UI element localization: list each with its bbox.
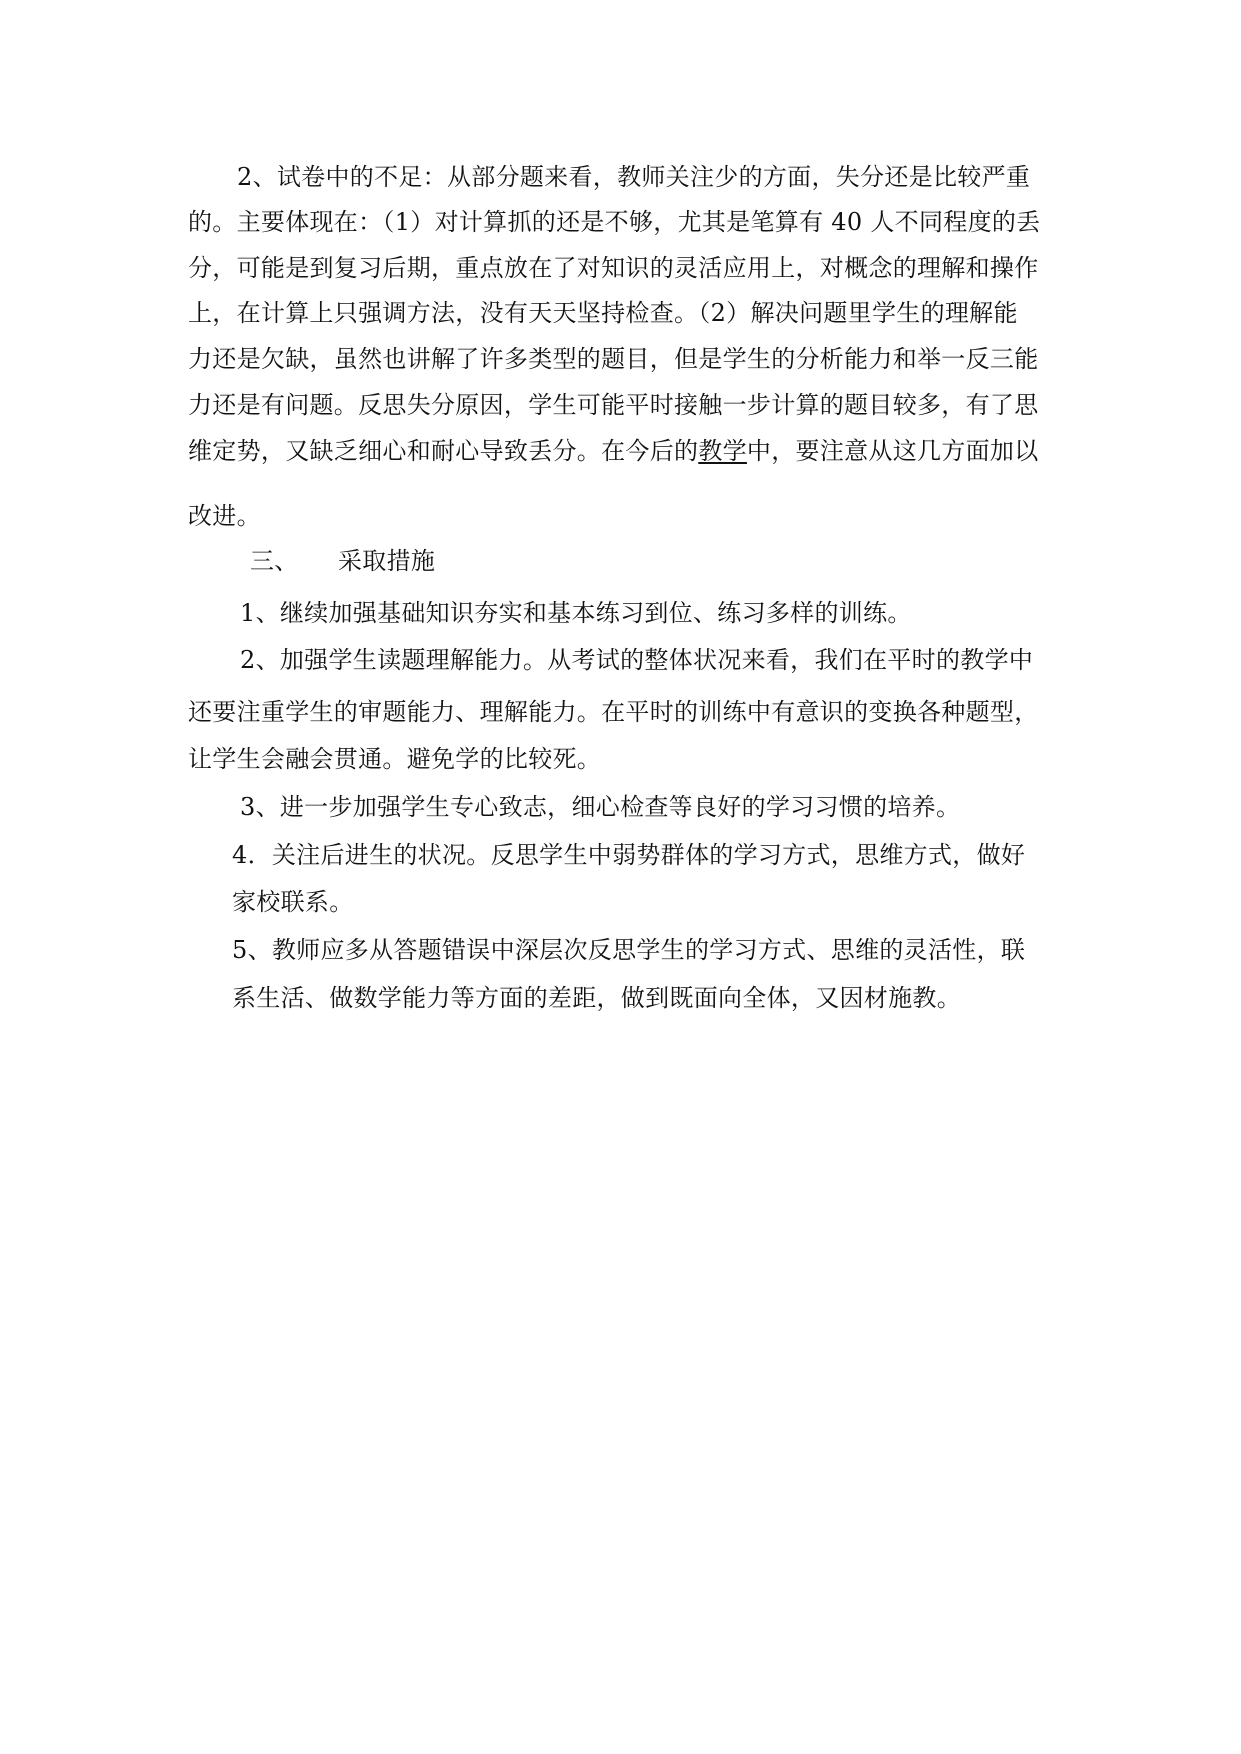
paragraph-line: 2、试卷中的不足：从部分题来看，教师关注少的方面，失分还是比较严重 <box>237 163 1031 191</box>
teaching-link[interactable]: 教学 <box>698 437 747 465</box>
paragraph-line: 力还是欠缺，虽然也讲解了许多类型的题目，但是学生的分析能力和举一反三能 <box>188 345 1039 373</box>
measure-item-continuation: 还要注重学生的审题能力、理解能力。在平时的训练中有意识的变换各种题型， <box>188 698 1039 726</box>
measure-item: 5、教师应多从答题错误中深层次反思学生的学习方式、思维的灵活性，联 <box>232 936 1026 964</box>
paragraph-text: 维定势，又缺乏细心和耐心导致丢分。在今后的 <box>188 437 699 465</box>
measure-item: 4．关注后进生的状况。反思学生中弱势群体的学习方式，思维方式，做好 <box>232 841 1026 869</box>
paragraph-line <box>188 436 1039 466</box>
paragraph-text: 中，要注意从这几方面加以 <box>746 437 1039 465</box>
section-heading: 采取措施 <box>338 547 436 575</box>
measure-item: 3、进一步加强学生专心致志，细心检查等良好的学习习惯的培养。 <box>240 793 961 821</box>
measure-item-continuation: 让学生会融会贯通。避免学的比较死。 <box>188 745 602 773</box>
paragraph-line: 改进。 <box>188 502 261 530</box>
section-number: 三、 <box>250 547 299 575</box>
measure-item-continuation: 家校联系。 <box>232 888 354 916</box>
paragraph-line: 分，可能是到复习后期，重点放在了对知识的灵活应用上，对概念的理解和操作 <box>188 254 1039 282</box>
paragraph-line: 力还是有问题。反思失分原因，学生可能平时接触一步计算的题目较多，有了思 <box>188 391 1039 419</box>
measure-item: 1、继续加强基础知识夯实和基本练习到位、练习多样的训练。 <box>240 599 912 627</box>
measure-item-continuation: 系生活、做数学能力等方面的差距，做到既面向全体，又因材施教。 <box>232 984 961 1012</box>
paragraph-line: 的。主要体现在：（1）对计算抓的还是不够，尤其是笔算有 40 人不同程度的丢 <box>188 208 1041 236</box>
measure-item: 2、加强学生读题理解能力。从考试的整体状况来看，我们在平时的教学中 <box>240 646 1034 674</box>
paragraph-line: 上，在计算上只强调方法，没有天天坚持检查。（2）解决问题里学生的理解能 <box>188 299 1018 327</box>
